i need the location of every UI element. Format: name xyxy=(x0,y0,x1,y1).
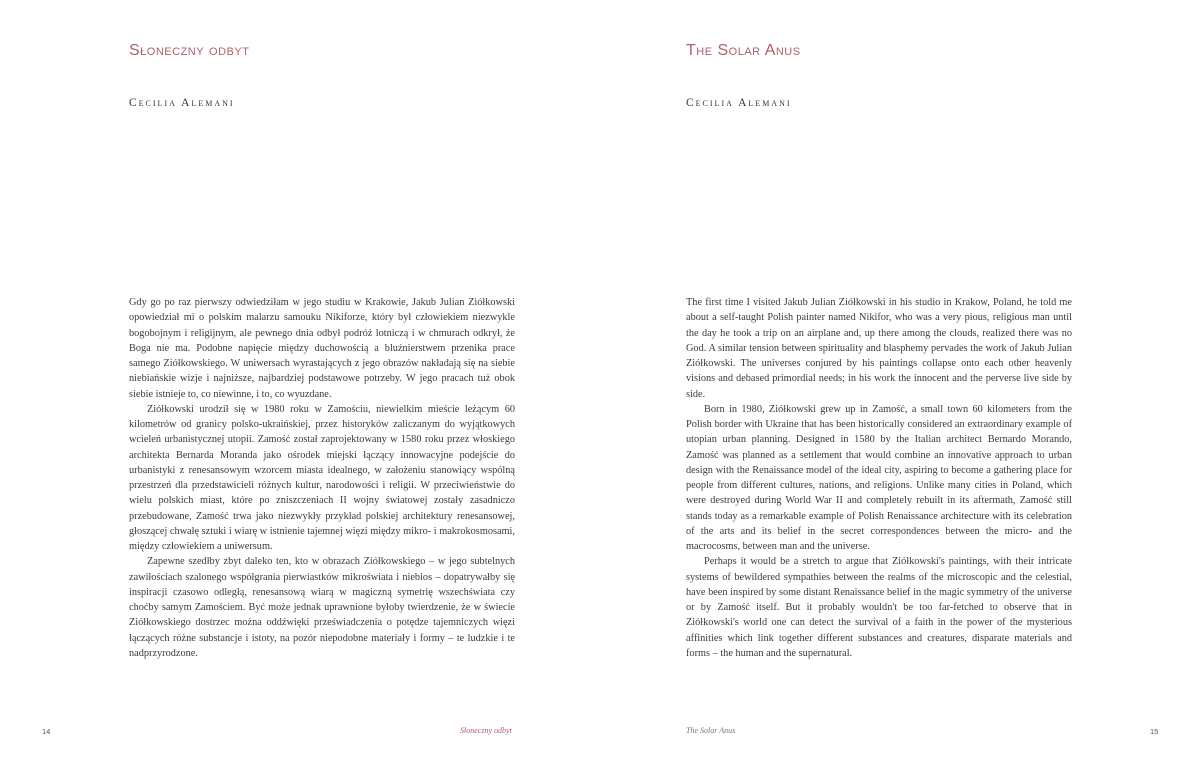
article-body xyxy=(686,295,1072,661)
paragraph: Ziółkowski urodził się w 1980 roku w Zamościu, niewielkim mieście leżącym 60 kilometrów od granicy polsko-ukraińskiej, przez historyków zaliczanym do wyjątkowych wcieleń urbanistycznej utopii. Zamość został zaprojektowany w 1580 roku przez włoskiego architekta Bernarda Moranda jako ośrodek miejski łączący innowacyjne podejście do urbanistyki z renesansowym wzorcem miasta idealnego, w założeniu stanowiący wspólną przestrzeń dla przedstawicieli różnych kultur, narodowości i religii. W przeciwieństwie do wielu polskich miast, które po zniszczeniach II wojny światowej zostały zasadniczo przebudowane, Zamość trwa jako niezwykły przykład polskiej architektury renesansowej, głoszącej chwałę sztuki i wiarę w istnienie tajemnej więzi między mikro- i makrokosmosami, między człowiekiem a uniwersum. xyxy=(129,403,515,552)
paragraph: Gdy go po raz pierwszy odwiedziłam w jego studiu w Krakowie, Jakub Julian Ziółkowski opowiedział mi o polskim malarzu samouku Nikiforze, który był człowiekiem niezwykle bogobojnym i religijnym, ale pewnego dnia odbył podróż lotniczą i w chmurach odkrył, że Boga nie ma. Podobne napięcie między duchowością a bluźnierstwem przenika prace samego Ziółkowskiego. W uniwersach wyrastających z jego obrazów nakładają się na siebie niebiańskie wizje i najniższe, najbardziej podstawowe potrzeby. W jego pracach tuż obok siebie istnieje to, co niewinne, i to, co wyuzdane. xyxy=(129,297,515,400)
author-name: Cecilia Alemani xyxy=(129,97,235,109)
paragraph: Born in 1980, Ziółkowski grew up in Zamość, a small town 60 kilometers from the Polish border with Ukraine that has been historically considered an extraordinary example of utopian urban planning. Designed in 1580 by the Italian architect Bernardo Morando, Zamość was planned as a settlement that would combine an innovative approach to urban design with the Renaissance model of the ideal city, aspiring to become a gathering place for people from different cultures, nations, and religions. Unlike many cities in Poland, which were destroyed during World War II and completely rebuilt in its aftermath, Zamość still stands today as a remarkable example of Polish Renaissance architecture with its celebration of the arts and its belief in the secret correspondences between the micro- and the macrocosms, between man and the universe. xyxy=(686,403,1072,552)
running-footer-title: Słoneczny odbyt xyxy=(460,726,512,735)
paragraph: Perhaps it would be a stretch to argue that Ziółkowski's paintings, with their intricate systems of bewildered sympathies between the realms of the microscopic and the celestial, have been inspired by some distant Renaissance belief in the magic symmetry of the universe or by Zamość itself. But it probably wouldn't be too far-fetched to observe that in Ziółkowski's world one can detect the survival of a faith in the power of the mysterious affinities which link together different substances and creatures, disparate materials and forms – the human and the supernatural. xyxy=(686,556,1072,659)
running-footer-title: The Solar Anus xyxy=(686,726,736,735)
paragraph: Zapewne szedłby zbyt daleko ten, kto w obrazach Ziółkowskiego – w jego subtelnych zawiłościach szalonego współgrania pierwiastków mikroświata i niebios – dopatrywałby się inspiracji czasowo odległą, renesansową wiarą w magiczną symetrię wszechświata czy choćby samym Zamościem. Być może jednak uprawnione byłoby twierdzenie, że w świecie Ziółkowskiego dostrzec można oddźwięki przeświadczenia o potędze tajemniczych więzi łączących różne substancje i istoty, na pozór niepodobne materiały i formy – te ludzkie i te nadprzyrodzone. xyxy=(129,556,515,659)
page-number: 15 xyxy=(1150,727,1159,736)
author-name: Cecilia Alemani xyxy=(686,97,792,109)
paragraph: The first time I visited Jakub Julian Ziółkowski in his studio in Krakow, Poland, he told me about a self-taught Polish painter named Nikifor, who was a very pious, religious man until the day he took a trip on an airplane and, up there among the clouds, realized there was no God. A similar tension between spirituality and blasphemy pervades the work of Jakub Julian Ziółkowski. The universes conjured by his paintings collapse onto each other heavenly visions and debased primordial needs; in his work the innocent and the perverse live side by side. xyxy=(686,297,1072,400)
page-title: The Solar Anus xyxy=(686,42,801,59)
page-number: 14 xyxy=(42,727,51,736)
right-page xyxy=(600,0,1200,771)
article-body xyxy=(129,295,515,661)
page-title: Słoneczny odbyt xyxy=(129,42,250,59)
